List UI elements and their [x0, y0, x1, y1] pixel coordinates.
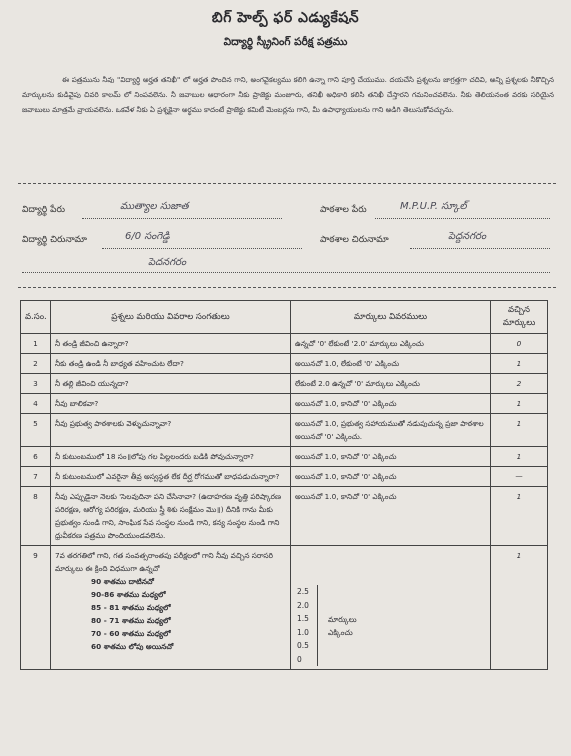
table-row [21, 334, 548, 354]
school-address-label: పాఠశాల చిరునామా [320, 235, 389, 245]
table-row [21, 394, 548, 414]
row-number: 9 [21, 546, 51, 670]
school-address-value[interactable]: పెద్దనగరం [448, 231, 487, 242]
grade-option: 80 - 71 శాతము మధ్యలో [91, 616, 171, 625]
student-name-label: విద్యార్థి పేరు [22, 205, 65, 215]
question-text: నీ తండ్రి జీవించి ఉన్నారా? [51, 334, 291, 354]
school-address-line [410, 248, 550, 249]
scale-value: 1.0 [297, 627, 309, 637]
address-line-2 [22, 272, 550, 273]
table-header-row [21, 301, 548, 334]
table-row [21, 487, 548, 546]
scale-value: 2.0 [297, 600, 309, 610]
scale-note: మార్కులు ఎక్కించు [327, 614, 357, 637]
page-subtitle: విద్యార్థి స్క్రీనింగ్ పరీక్ష పత్రము [223, 36, 348, 48]
table-row [21, 414, 548, 447]
instructions-paragraph: ఈ పత్రమును నీవు "విద్యార్థి అర్హత తనిఖీ" లో అర్హత పొందిన గాని, అంగవైకల్యము కలిగి ఉన్నా గాని పూర్తి చేయుము. దయచేసి ప్రశ్నలను జాగ్రత్తగా చదివి, అన్ని ప్రశ్నలకు నీకొచ్చిన మార్కులను కుడివైపు చివరి కాలమ్ లో నింపవలెను. నీ జవాబుల ఆధారంగా నీకు ప్రాజెక్టు మంజూరు, తనిఖీ అధికారి కలిసి తనిఖీ చేస్తారని గమనించవలెను. నీకు తెలియనంత వరకు సరియైన జవాబులు మాత్రమే వ్రాయవలెను. ఒకవేళ నీకు ఏ ప్రశ్నకైనా అర్థము కాదంటే ప్రాజెక్టు కమిటీ మెంబర్లను గాని, మీ ఉపాధ్యాయులను గాని అడిగి తెలుసుకోవచ్చును. [22, 75, 554, 114]
row-number: 1 [21, 334, 51, 354]
row-number: 3 [21, 374, 51, 394]
marks-obtained[interactable]: 0 [491, 334, 548, 354]
header-marks-details: మార్కులు వివరములు [291, 301, 491, 334]
scale-value: 0 [297, 654, 302, 664]
marks-obtained[interactable]: 1 [491, 394, 548, 414]
table-row [21, 447, 548, 467]
marks-scale [297, 585, 486, 666]
marks-rule: అయినచో 1.0, ప్రభుత్వ సహాయముతో నడుపుచున్న ప్రజా పాఠశాల అయినచో '0' ఎక్కించు. [291, 414, 491, 447]
marks-rule: ఉన్నచో '0' లేకుంటే '2.0' మార్కులు ఎక్కించు [291, 334, 491, 354]
row-number: 7 [21, 467, 51, 487]
grade-option: 60 శాతము లోపు అయినచో [91, 642, 174, 651]
student-name-line [82, 218, 282, 219]
marks-obtained[interactable]: 1 [491, 414, 548, 447]
page-title: బిగ్ హెల్ప్ ఫర్ ఎడ్యుకేషన్ [211, 10, 360, 26]
student-name-value[interactable]: ముత్యాల సుజాత [120, 201, 189, 212]
question-text: నీ తల్లి జీవించి యున్నదా? [51, 374, 291, 394]
marks-obtained[interactable]: 1 [491, 354, 548, 374]
row-number: 6 [21, 447, 51, 467]
marks-rule: అయినచో 1.0, కానిచో '0' ఎక్కించు [291, 487, 491, 546]
grade-option: 85 - 81 శాతము మధ్యలో [91, 603, 171, 612]
question-text: నీ కుటుంబములో 18 సం॥లోపు గల పిల్లలందరు బడికి పోవుచున్నారా? [51, 447, 291, 467]
marks-scale-cell [291, 546, 491, 670]
question-text: నీవు ప్రభుత్వ పాఠశాలకు వెళ్ళుచున్నావా? [51, 414, 291, 447]
divider-top [18, 183, 556, 184]
scale-value: 2.5 [297, 587, 309, 596]
marks-obtained[interactable]: 2 [491, 374, 548, 394]
grade-option: 90-86 శాతము మధ్యలో [91, 590, 166, 599]
question-text: నీవు ఎప్పుడైనా నెలకు 'సెలవుదినా పని చేసినావా? (ఉదాహరణ వృత్తి పరిష్కారణ పరిరక్షణ, ఆరోగ్య పరిరక్షణ, మరియు స్త్రీ శిశు సంక్షేమం మొ॥) దీనికి గాను మీకు ప్రభుత్వం నుండి గాని, సాంఘిక సేవ సంస్థల నుండి గాని, కన్య సంస్థల నుండి గాని ధ్రువీకరణ పత్రము పొందియుండవలెను. [51, 487, 291, 546]
table-row [21, 354, 548, 374]
questions-table [20, 300, 548, 670]
question-text: 7వ తరగతిలో గాని, గత సంవత్సరాంతపు పరీక్షలలో గాని నీవు వచ్చిన సరాసరి మార్కులు ఈ క్రింది విధముగా ఉన్నచో [55, 551, 273, 573]
header-marks-obtained: వచ్చిన మార్కులు [491, 301, 548, 334]
address-label: విద్యార్థి చిరునామా [22, 235, 87, 245]
marks-rule: అయినచో 1.0, కానిచో '0' ఎక్కించు [291, 394, 491, 414]
marks-obtained[interactable]: 1 [491, 546, 548, 670]
question-text: నీ కుటుంబములో ఎవరైనా తీవ్ర అస్వస్థత లేక దీర్ఘ రోగముతో బాధపడుచున్నారా? [51, 467, 291, 487]
marks-rule: అయినచో 1.0, కానిచో '0' ఎక్కించు [291, 467, 491, 487]
header-serial: వ.సం. [21, 301, 51, 334]
school-name-label: పాఠశాల పేరు [320, 205, 367, 215]
divider-bottom [18, 287, 556, 288]
marks-obtained[interactable]: 1 [491, 447, 548, 467]
scale-value: 0.5 [297, 641, 309, 650]
header-questions: ప్రశ్నలు మరియు వివరాల సంగతులు [51, 301, 291, 334]
address-line [102, 248, 302, 249]
question-text-grades [51, 546, 291, 670]
row-number: 8 [21, 487, 51, 546]
marks-obtained[interactable]: 1 [491, 487, 548, 546]
marks-rule: అయినచో 1.0, కానిచో '0' ఎక్కించు [291, 447, 491, 467]
table-row [21, 467, 548, 487]
address-value[interactable]: 6/0 సంగెడ్డి [125, 231, 170, 242]
row-number: 2 [21, 354, 51, 374]
row-number: 4 [21, 394, 51, 414]
question-text: నీకు తండ్రి ఉండి నీ బాధ్యత వహించుట లేదా? [51, 354, 291, 374]
marks-rule: లేకుంటే 2.0 ఉన్నచో '0' మార్కులు ఎక్కించు [291, 374, 491, 394]
table-row [21, 374, 548, 394]
grade-option: 70 - 60 శాతము మధ్యలో [91, 629, 171, 638]
scale-values [297, 585, 318, 666]
address-value-line2[interactable]: పెదనగరం [148, 257, 187, 268]
scale-value: 1.5 [297, 614, 309, 623]
question-text: నీవు బాలికవా? [51, 394, 291, 414]
school-name-line [375, 218, 550, 219]
marks-rule: అయినచో 1.0, లేకుంటే '0' ఎక్కించు [291, 354, 491, 374]
grade-option: 90 శాతము దాటినచో [91, 577, 154, 586]
marks-obtained[interactable]: — [491, 467, 548, 487]
row-number: 5 [21, 414, 51, 447]
table-row [21, 546, 548, 670]
school-name-value[interactable]: M.P.U.P. స్కూల్ [400, 201, 467, 212]
